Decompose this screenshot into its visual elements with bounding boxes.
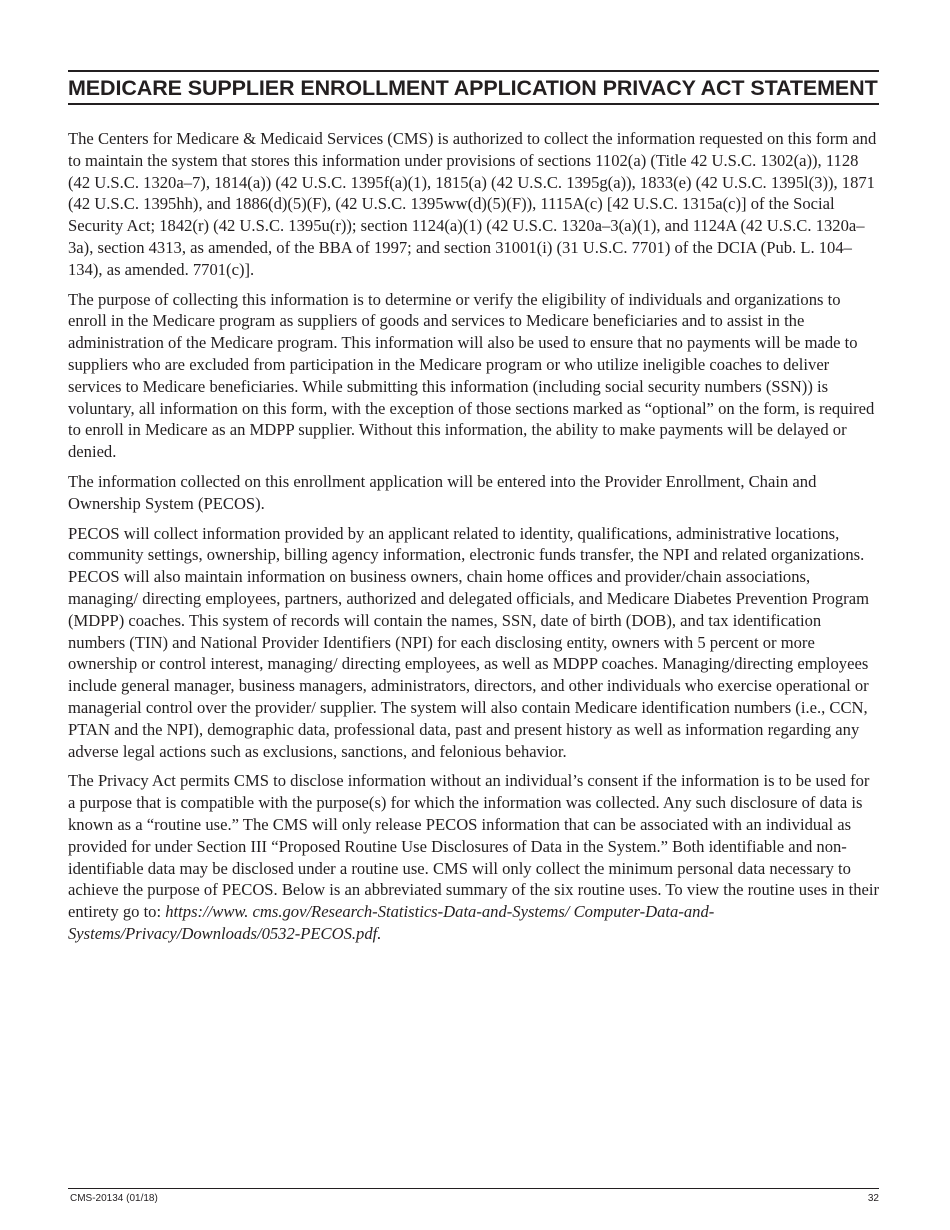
paragraph-authority: The Centers for Medicare & Medicaid Services (CMS) is authorized to collect the information requested on this form and to maintain the system that stores this information under provisions of sections 1102(a) (Title 42 U.S.C. 1302(a)), 1128 (42 U.S.C. 1320a–7), 1814(a)) (42 U.S.C. 1395f(a)(1), 1815(a) (42 U.S.C. 1395g(a)), 1833(e) (42 U.S.C. 1395l(3)), 1871 (42 U.S.C. 1395hh), and 1886(d)(5)(F), (42 U.S.C. 1395ww(d)(5)(F)), 1115A(c) [42 U.S.C. 1315a(c)] of the Social Security Act; 1842(r) (42 U.S.C. 1395u(r)); section 1124(a)(1) (42 U.S.C. 1320a–3(a)(1), and 1124A (42 U.S.C. 1320a–3a), section 4313, as amended, of the BBA of 1997; and section 31001(i) (31 U.S.C. 7701) of the DCIA (Pub. L. 104–134), as amended. 7701(c)]. bbox=[68, 129, 877, 279]
footer-rule bbox=[68, 1188, 879, 1189]
routine-use-text: The Privacy Act permits CMS to disclose information without an individual’s consent if the information is to be used for a purpose that is compatible with the purpose(s) for which the information was collected. Any such disclosure of data is known as a “routine use.” The CMS will only release PECOS information that can be associated with an individual as provided for under Section III “Proposed Routine Use Disclosures of Data in the System.” Both identifiable and non-identifiable data may be disclosed under a routine use. CMS will only collect the minimum personal data necessary to achieve the purpose of PECOS. Below is an abbreviated summary of the six routine uses. To view the routine uses in their entirety go to: bbox=[68, 771, 879, 922]
paragraph-pecos-entry: The information collected on this enrollment application will be entered into the Provider Enrollment, Chain and Ownership System (PECOS). bbox=[68, 471, 817, 513]
routine-use-link[interactable]: https://www. cms.gov/Research-Statistics-Data-and-Systems/ Computer-Data-and-Systems/Privacy/Downloads/0532-PECOS.pdf. bbox=[68, 902, 715, 943]
page-number: 32 bbox=[867, 1193, 879, 1204]
document-page bbox=[68, 70, 879, 953]
form-number: CMS-20134 (01/18) bbox=[70, 1193, 158, 1204]
paragraph-routine-use bbox=[68, 770, 879, 944]
statement-body bbox=[68, 128, 879, 945]
paragraph-purpose: The purpose of collecting this information is to determine or verify the eligibility of individuals and organizations to enroll in the Medicare program as suppliers of goods and services to Medicare beneficiaries and to assist in the administration of the Medicare program. This information will also be used to ensure that no payments will be made to suppliers who are excluded from participation in the Medicare program or who utilize ineligible coaches to deliver services to Medicare beneficiaries. While submitting this information (including social security numbers (SSN)) is voluntary, all information on this form, with the exception of those sections marked as “optional” on the form, is required to enroll in Medicare as an MDPP supplier. Without this information, the ability to make payments will be delayed or denied. bbox=[68, 289, 875, 462]
title-top-rule bbox=[68, 70, 879, 72]
paragraph-pecos-collection: PECOS will collect information provided by an applicant related to identity, qualifications, administrative locations, community settings, ownership, billing agency information, electronic funds transfer, the NPI and related organizations. PECOS will also maintain information on business owners, chain home offices and provider/chain associations, managing/ directing employees, partners, authorized and delegated officials, and Medicare Diabetes Prevention Program (MDPP) coaches. This system of records will contain the names, SSN, date of birth (DOB), and tax identification numbers (TIN) and National Provider Identifiers (NPI) for each disclosing entity, owners with 5 percent or more ownership or control interest, managing/ directing employees, as well as MDPP coaches. Managing/directing employees include general manager, business managers, administrators, directors, and other individuals who exercise operational or managerial control over the provider/ supplier. The system will also contain Medicare identification numbers (i.e., CCN, PTAN and the NPI), demographic data, professional data, past and present history as well as information regarding any adverse legal actions such as exclusions, sanctions, and felonious behavior. bbox=[68, 523, 869, 761]
title-bottom-rule bbox=[68, 103, 879, 105]
page-title: MEDICARE SUPPLIER ENROLLMENT APPLICATION PRIVACY ACT STATEMENT bbox=[68, 76, 878, 100]
